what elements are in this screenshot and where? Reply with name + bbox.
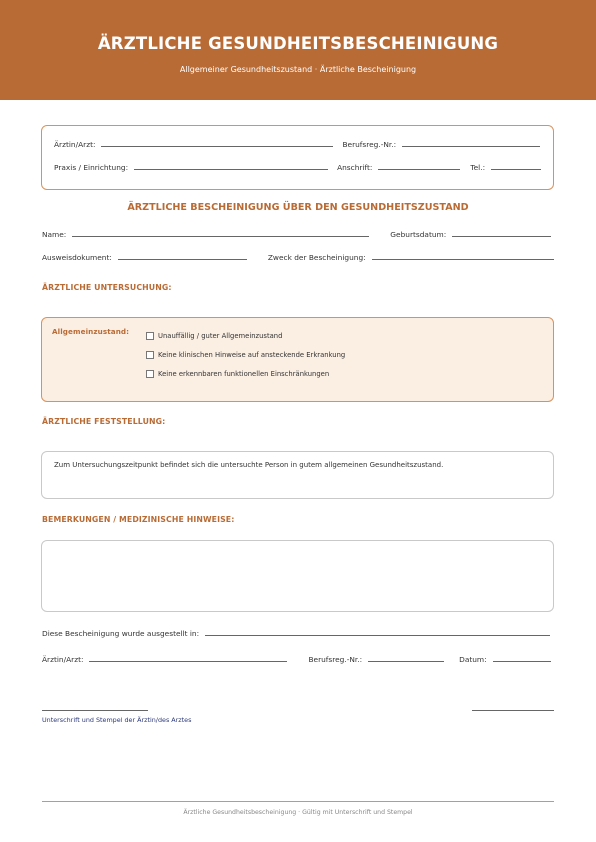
finding-box xyxy=(41,451,554,499)
address-label: Anschrift: xyxy=(337,163,373,172)
issue-place-label: Diese Bescheinigung wurde ausgestellt in: xyxy=(42,629,200,638)
finding-text: Zum Untersuchungszeitpunkt befindet sich die untersuchte Person in gutem allgemeinen Gesundheitszustand. xyxy=(54,461,444,469)
id-label: Ausweisdokument: xyxy=(42,253,112,262)
remarks-textarea[interactable] xyxy=(41,540,554,612)
issue-row-2 xyxy=(42,652,554,664)
id-field[interactable] xyxy=(118,259,247,260)
issuer-row-2 xyxy=(54,160,544,172)
option-no-functional-limitations[interactable] xyxy=(146,370,329,378)
doctor-field[interactable] xyxy=(101,146,333,147)
certificate-title: ÄRZTLICHE BESCHEINIGUNG ÜBER DEN GESUNDHEITSZUSTAND xyxy=(127,202,469,213)
option-label: Keine klinischen Hinweise auf ansteckende Erkrankung xyxy=(158,351,346,359)
reg-field[interactable] xyxy=(402,146,540,147)
dob-label: Geburtsdatum: xyxy=(390,230,447,239)
remarks-section-title: BEMERKUNGEN / MEDIZINISCHE HINWEISE: xyxy=(42,515,235,524)
finding-section-title: ÄRZTLICHE FESTSTELLUNG: xyxy=(42,417,166,426)
signature-caption: Unterschrift und Stempel der Ärztin/des Arztes xyxy=(42,716,192,724)
option-no-infectious-disease[interactable] xyxy=(146,351,345,359)
page-header xyxy=(0,0,596,100)
purpose-label: Zweck der Bescheinigung: xyxy=(267,253,366,262)
issue-date-field[interactable] xyxy=(493,661,551,662)
examination-section-title: ÄRZTLICHE UNTERSUCHUNG: xyxy=(42,283,172,292)
option-label: Unauffällig / guter Allgemeinzustand xyxy=(158,332,283,340)
issue-doctor-field[interactable] xyxy=(89,661,287,662)
issue-reg-label: Berufsreg.-Nr.: xyxy=(308,655,363,664)
issue-place-row xyxy=(42,626,554,638)
doctor-label: Ärztin/Arzt: xyxy=(54,140,96,149)
option-unremarkable[interactable] xyxy=(146,332,282,340)
phone-label: Tel.: xyxy=(470,163,486,172)
issue-place-field[interactable] xyxy=(205,635,550,636)
person-row-1 xyxy=(42,227,554,239)
option-label: Keine erkennbaren funktionellen Einschränkungen xyxy=(158,370,330,378)
checkbox[interactable] xyxy=(146,332,154,340)
phone-field[interactable] xyxy=(491,169,541,170)
document-subtitle: Allgemeiner Gesundheitszustand · Ärztliche Bescheinigung xyxy=(179,65,417,74)
footer-text: Ärztliche Gesundheitsbescheinigung · Gültig mit Unterschrift und Stempel xyxy=(183,809,413,816)
address-field[interactable] xyxy=(378,169,460,170)
checkbox[interactable] xyxy=(146,370,154,378)
issuer-box xyxy=(41,125,554,190)
purpose-field[interactable] xyxy=(372,259,554,260)
document-title: ÄRZTLICHE GESUNDHEITSBESCHEINIGUNG xyxy=(97,34,499,53)
practice-label: Praxis / Einrichtung: xyxy=(54,163,129,172)
dob-field[interactable] xyxy=(452,236,551,237)
issuer-row-1 xyxy=(54,137,544,149)
footer-divider xyxy=(42,801,554,802)
signature-line[interactable] xyxy=(42,710,148,711)
issue-reg-field[interactable] xyxy=(368,661,444,662)
name-field[interactable] xyxy=(72,236,369,237)
person-row-2 xyxy=(42,250,554,262)
stamp-line[interactable] xyxy=(472,710,554,711)
practice-field[interactable] xyxy=(134,169,328,170)
checkbox[interactable] xyxy=(146,351,154,359)
issue-date-label: Datum: xyxy=(459,655,487,664)
issue-doctor-label: Ärztin/Arzt: xyxy=(42,655,84,664)
general-condition-label: Allgemeinzustand: xyxy=(52,327,130,336)
reg-label: Berufsreg.-Nr.: xyxy=(342,140,397,149)
name-label: Name: xyxy=(42,230,67,239)
